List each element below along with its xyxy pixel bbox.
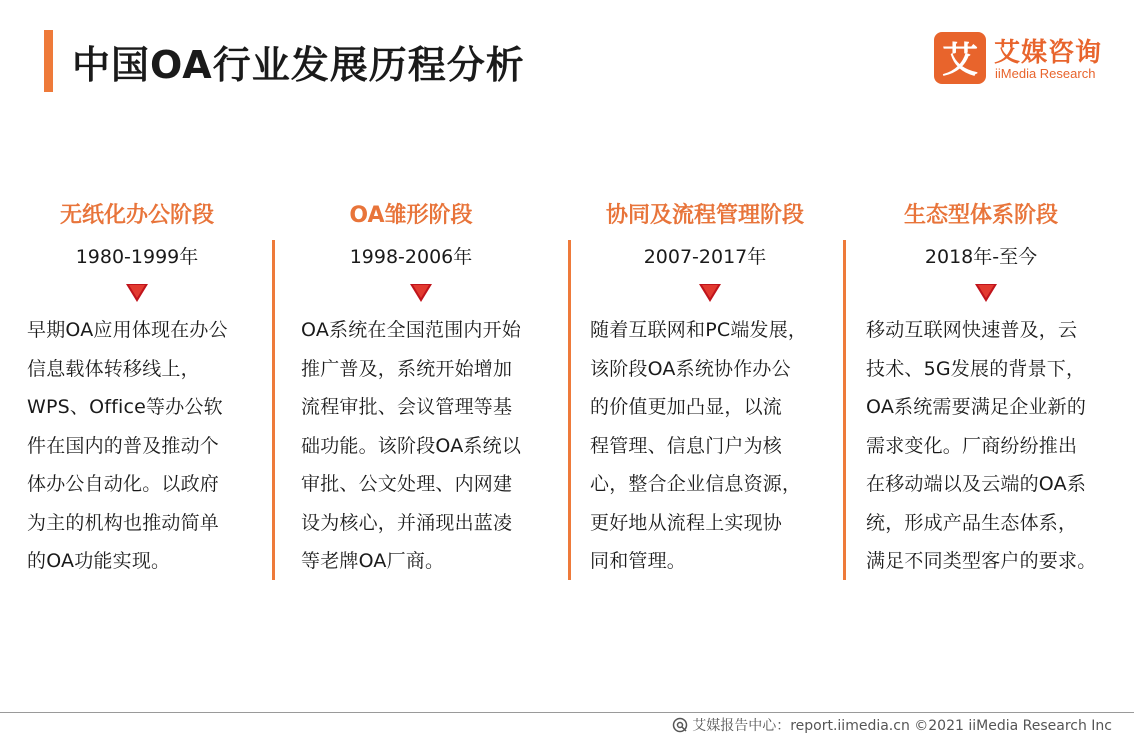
stage-divider	[843, 240, 846, 580]
footer-divider	[0, 712, 1134, 713]
stage-title: 无纸化办公阶段	[59, 203, 214, 228]
stage-years: 1998-2006年	[349, 246, 473, 268]
stage-divider	[568, 240, 571, 580]
stage-years: 2018年-至今	[924, 246, 1038, 268]
logo-mark-char: 艾	[941, 40, 979, 81]
page-title: 中国OA行业发展历程分析	[72, 43, 525, 87]
stage-title: OA雏形阶段	[349, 203, 473, 228]
footer-text: 艾媒报告中心：report.iimedia.cn ©2021 iiMedia Research Inc	[692, 718, 1112, 734]
footer	[672, 715, 1112, 735]
down-triangle-icon	[975, 284, 997, 302]
stage-description: 移动互联网快速普及，云 技术、5G发展的背景下， OA系统需要满足企业新的 需求变化。厂商纷纷推出 在移动端以及云端的OA系 统，形成产品生态体系， 满足不同类型客户的要求。	[866, 319, 1097, 572]
down-triangle-icon	[126, 284, 148, 302]
logo-en-name: iiMedia Research	[995, 66, 1096, 81]
brand-logo	[934, 32, 1114, 86]
stage-description: OA系统在全国范围内开始 推广普及，系统开始增加 流程审批、会议管理等基 础功能。该阶段OA系统以 审批、公文处理、内网建 设为核心，并涌现出蓝凌 等老牌OA厂商。	[301, 319, 522, 572]
down-triangle-icon	[699, 284, 721, 302]
stage-years: 1980-1999年	[75, 246, 199, 268]
logo-cn-name: 艾媒咨询	[994, 38, 1103, 68]
stage-description: 早期OA应用体现在办公 信息载体转移线上， WPS、Office等办公软 件在国内的普及推动个 体办公自动化。以政府 为主的机构也推动简单 的OA功能实现。	[27, 319, 228, 572]
title-accent-bar	[44, 30, 53, 92]
stage-title: 协同及流程管理阶段	[605, 203, 804, 228]
logo-mark-icon	[934, 32, 986, 84]
stage-divider	[272, 240, 275, 580]
stage-years: 2007-2017年	[643, 246, 767, 268]
down-triangle-icon	[410, 284, 432, 302]
report-center-icon	[672, 717, 688, 733]
stage-title: 生态型体系阶段	[903, 203, 1058, 228]
stage-description: 随着互联网和PC端发展， 该阶段OA系统协作办公 的价值更加凸显，以流 程管理、信息门户为核 心，整合企业信息资源， 更好地从流程上实现协 同和管理。	[590, 319, 808, 572]
